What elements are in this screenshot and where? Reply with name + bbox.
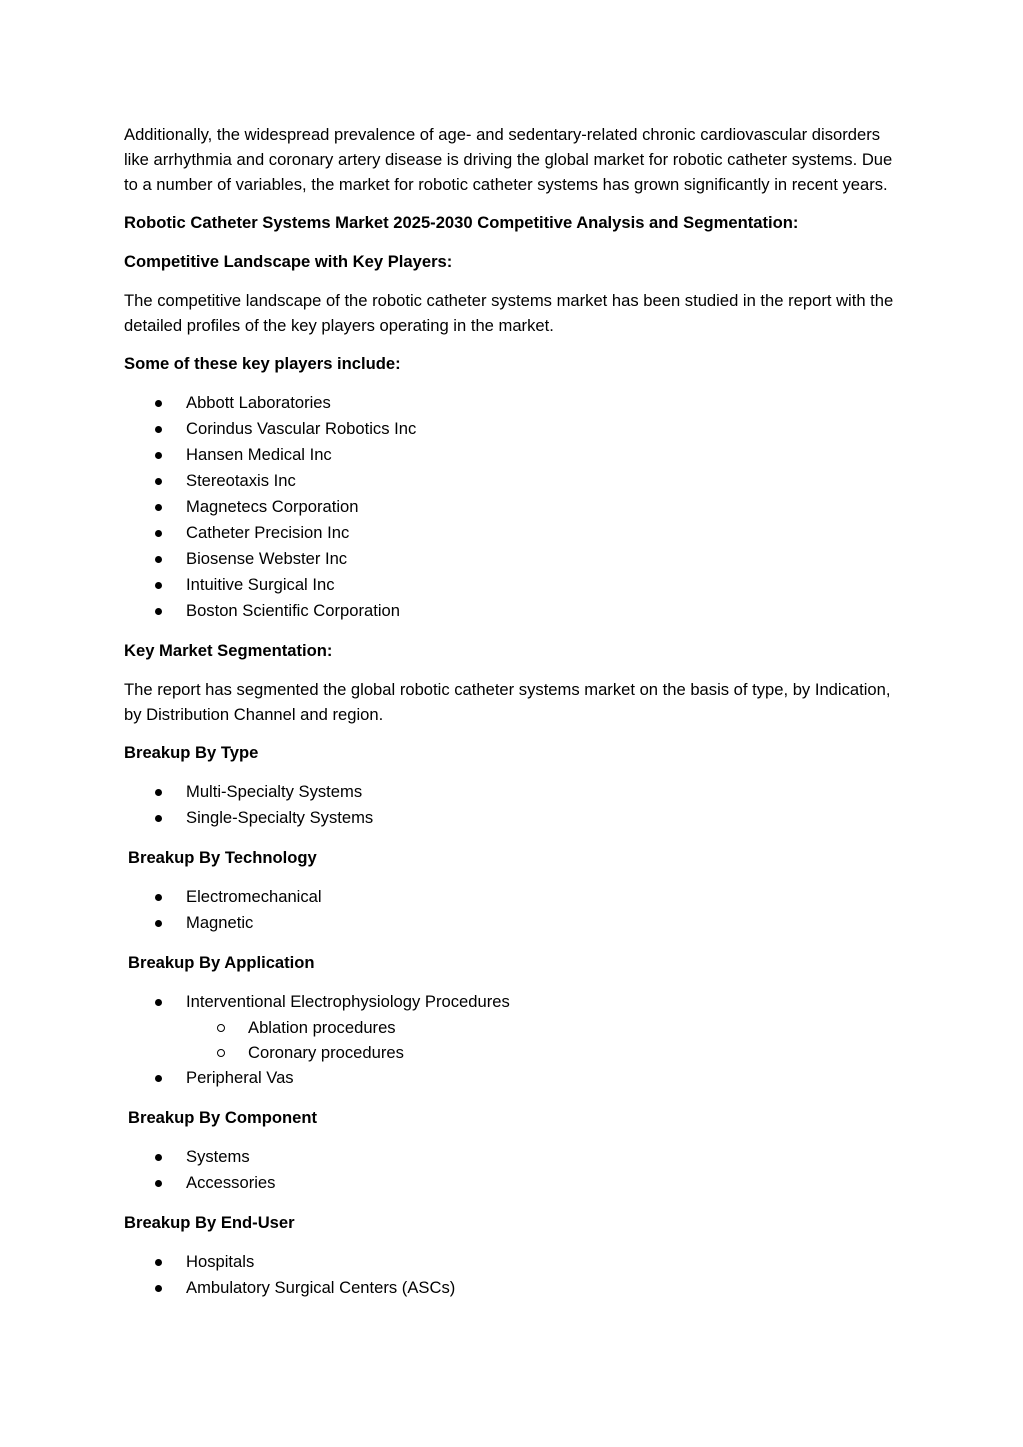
application-heading: Breakup By Application <box>128 953 315 972</box>
bullet-icon <box>155 426 162 433</box>
players-list <box>124 390 904 624</box>
list-item: Boston Scientific Corporation <box>124 598 904 624</box>
application-sub-list <box>124 1015 904 1065</box>
segmentation-paragraph: The report has segmented the global robotic catheter systems market on the basis of type, by Indication, by Distribution Channel and region. <box>124 680 891 724</box>
bullet-icon <box>155 608 162 615</box>
list-item: Interventional Electrophysiology Procedures <box>124 989 904 1015</box>
bullet-icon <box>155 1285 162 1292</box>
bullet-icon <box>155 1154 162 1161</box>
segmentation-heading: Key Market Segmentation: <box>124 641 333 660</box>
bullet-icon <box>155 478 162 485</box>
list-item: Accessories <box>124 1170 904 1196</box>
list-item: Abbott Laboratories <box>124 390 904 416</box>
bullet-icon <box>155 556 162 563</box>
application-list <box>124 989 904 1091</box>
landscape-heading: Competitive Landscape with Key Players: <box>124 252 453 271</box>
bullet-icon <box>155 400 162 407</box>
list-item: Magnetecs Corporation <box>124 494 904 520</box>
component-heading: Breakup By Component <box>128 1108 318 1127</box>
bullet-icon <box>155 1259 162 1266</box>
component-list <box>124 1144 904 1196</box>
technology-heading: Breakup By Technology <box>128 848 317 867</box>
type-heading: Breakup By Type <box>124 743 259 762</box>
list-item: Multi-Specialty Systems <box>124 779 904 805</box>
circle-bullet-icon <box>217 1049 225 1057</box>
list-item: Electromechanical <box>124 884 904 910</box>
bullet-icon <box>155 920 162 927</box>
main-heading: Robotic Catheter Systems Market 2025-2030 Competitive Analysis and Segmentation: <box>124 213 799 232</box>
bullet-icon <box>155 1180 162 1187</box>
bullet-icon <box>155 582 162 589</box>
circle-bullet-icon <box>217 1024 225 1032</box>
bullet-icon <box>155 504 162 511</box>
sub-list-item: Coronary procedures <box>124 1040 904 1065</box>
bullet-icon <box>155 815 162 822</box>
end-user-heading: Breakup By End-User <box>124 1213 295 1232</box>
sub-list-container <box>124 1015 904 1065</box>
end-user-list <box>124 1249 904 1301</box>
technology-list <box>124 884 904 936</box>
list-item: Single-Specialty Systems <box>124 805 904 831</box>
list-item: Ambulatory Surgical Centers (ASCs) <box>124 1275 904 1301</box>
bullet-icon <box>155 999 162 1006</box>
sub-list-item: Ablation procedures <box>124 1015 904 1040</box>
landscape-paragraph: The competitive landscape of the robotic catheter systems market has been studied in the report with the detailed profiles of the key players operating in the market. <box>124 291 894 335</box>
document-body <box>124 122 904 1315</box>
type-list <box>124 779 904 831</box>
list-item: Systems <box>124 1144 904 1170</box>
list-item: Corindus Vascular Robotics Inc <box>124 416 904 442</box>
list-item: Biosense Webster Inc <box>124 546 904 572</box>
intro-paragraph: Additionally, the widespread prevalence of age- and sedentary-related chronic cardiovascular disorders like arrhythmia and coronary artery disease is driving the global market for robotic catheter systems. Due to a number of variables, the market for robotic catheter systems has grown significantly in recent years. <box>124 125 893 194</box>
players-heading: Some of these key players include: <box>124 354 401 373</box>
list-item: Catheter Precision Inc <box>124 520 904 546</box>
list-item: Hospitals <box>124 1249 904 1275</box>
list-item: Stereotaxis Inc <box>124 468 904 494</box>
bullet-icon <box>155 789 162 796</box>
bullet-icon <box>155 1075 162 1082</box>
list-item: Hansen Medical Inc <box>124 442 904 468</box>
bullet-icon <box>155 894 162 901</box>
list-item: Peripheral Vas <box>124 1065 904 1091</box>
list-item: Intuitive Surgical Inc <box>124 572 904 598</box>
list-item: Magnetic <box>124 910 904 936</box>
bullet-icon <box>155 452 162 459</box>
bullet-icon <box>155 530 162 537</box>
